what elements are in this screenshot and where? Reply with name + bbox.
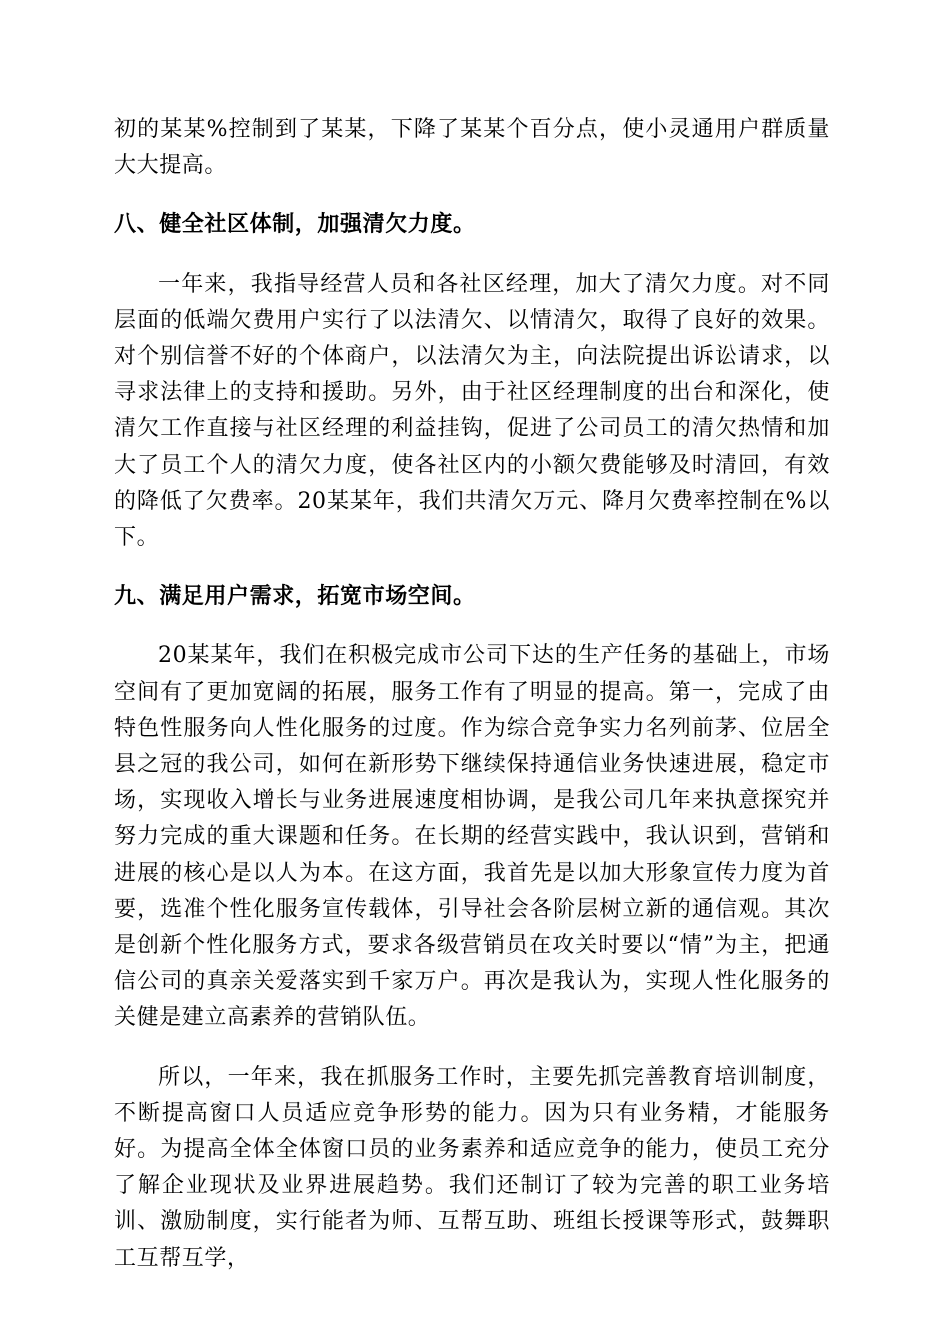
paragraph-market-space: 20某某年，我们在积极完成市公司下达的生产任务的基础上，市场空间有了更加宽阔的拓展，服务工作有了明显的提高。第一，完成了由特色性服务向人性化服务的过度。作为综合竞争实力名列前茅、位居全县之冠的我公司，如何在新形势下继续保持通信业务快速进展，稳定市场，实现收入增长与业务进展速度相协调，是我公司几年来执意探究并努力完成的重大课题和任务。在长期的经营实践中，我认识到，营销和进展的核心是以人为本。在这方面，我首先是以加大形象宣传力度为首要，选准个性化服务宣传载体，引导社会各阶层树立新的通信观。其次是创新个性化服务方式，要求各级营销员在攻关时要以“情”为主，把通信公司的真亲关爱落实到千家万户。再次是我认为，实现人性化服务的关健是建立高素养的营销队伍。 <box>114 643 830 1031</box>
paragraph-training: 所以，一年来，我在抓服务工作时，主要先抓完善教育培训制度，不断提高窗口人员适应竞争形势的能力。因为只有业务精，才能服务好。为提高全体全体窗口员的业务素养和适应竞争的能力，使员工充分了解企业现状及业界进展趋势。我们还制订了较为完善的职工业务培训、激励制度，实行能者为师、互帮互助、班组长授课等形式，鼓舞职工互帮互学， <box>114 1064 830 1271</box>
paragraph-continuation: 初的某某%控制到了某某，下降了某某个百分点，使小灵通用户群质量大大提高。 <box>114 117 830 179</box>
section-heading-9: 九、满足用户需求，拓宽市场空间。 <box>114 584 476 610</box>
document-page <box>114 112 830 1277</box>
paragraph-collections: 一年来，我指导经营人员和各社区经理，加大了清欠力度。对不同层面的低端欠费用户实行了以法清欠、以情清欠，取得了良好的效果。对个别信誉不好的个体商户，以法清欠为主，向法院提出诉讼请求，以寻求法律上的支持和援助。另外，由于社区经理制度的出台和深化，使清欠工作直接与社区经理的利益挂钩，促进了公司员工的清欠热情和加大了员工个人的清欠力度，使各社区内的小额欠费能够及时清回，有效的降低了欠费率。20某某年，我们共清欠万元、降月欠费率控制在%以下。 <box>114 271 830 551</box>
section-heading-8: 八、健全社区体制，加强清欠力度。 <box>114 212 476 238</box>
